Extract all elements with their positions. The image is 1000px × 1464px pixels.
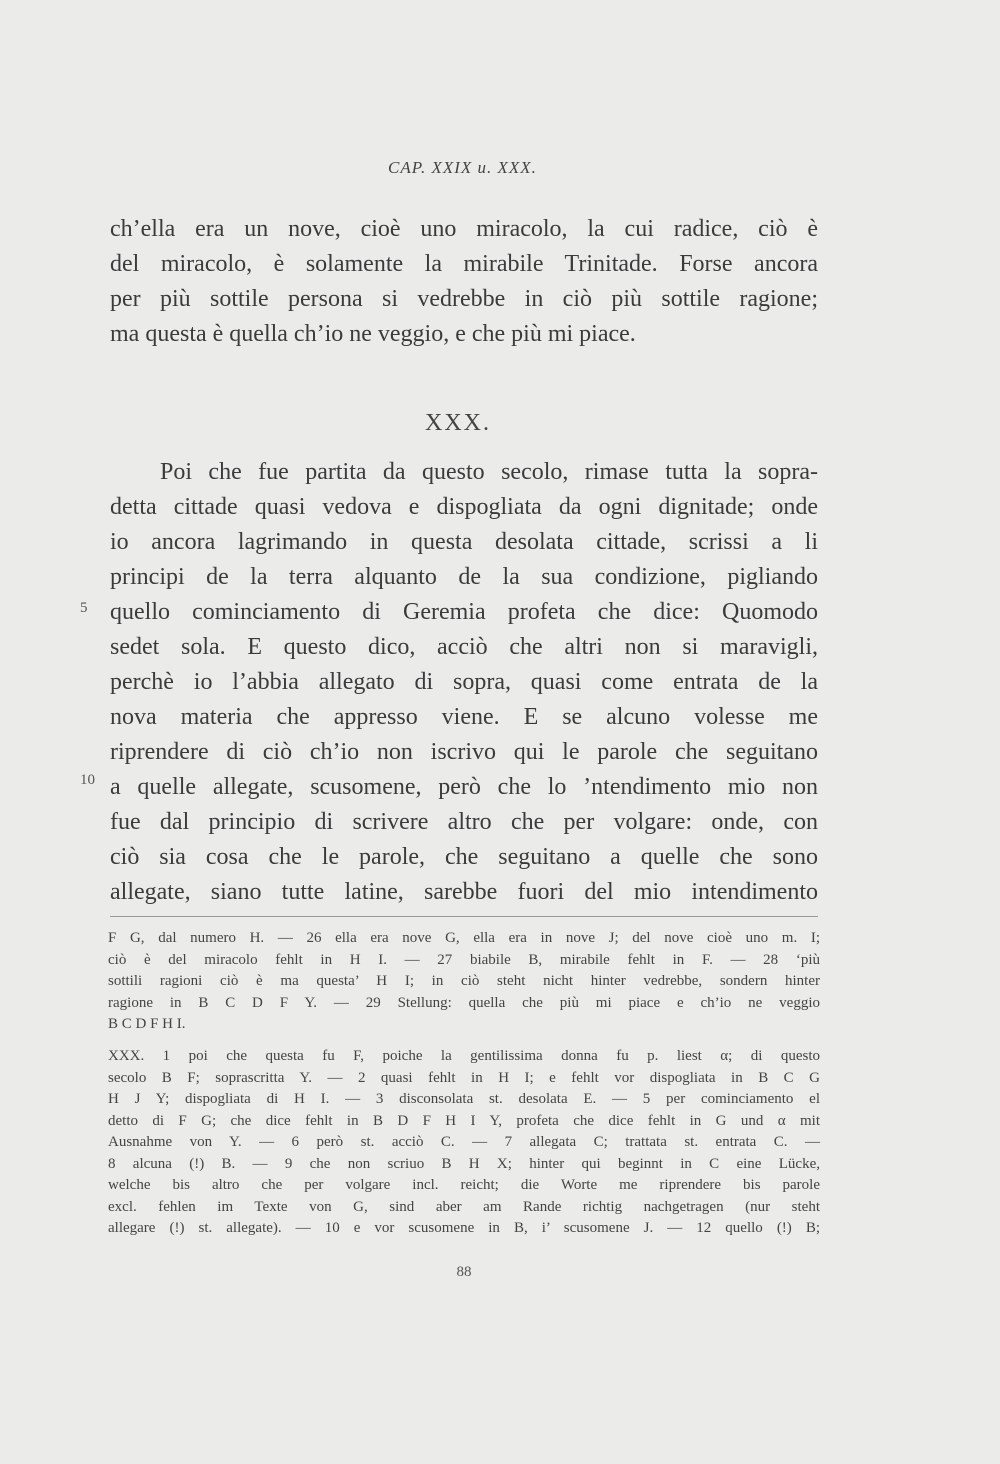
note-line: excl. fehlen im Texte von G, sind aber am Rande richtig nachgetragen (nur steht [108,1198,820,1215]
apparatus-notes-chapter-30 [108,1046,820,1240]
note-line: Ausnahme von Y. — 6 però st. acciò C. — 7 allegata C; trattata st. entrata C. — [108,1134,820,1150]
note-line: 8 alcuna (!) B. — 9 che non scriuo B H X; hinter qui beginnt in C eine Lücke, [108,1155,820,1172]
note-line: B C D F H I. [108,1016,186,1032]
paragraph-chapter-30 [110,455,818,910]
note-line: H J Y; dispogliata di H I. — 3 disconsolata st. desolata E. — 5 per cominciamento el [108,1091,820,1107]
text-line: principi de la terra alquanto de la sua condizione, pigliando [110,564,818,590]
text-line: riprendere di ciò ch’io non iscrivo qui le parole che seguitano [110,739,818,765]
note-line: sottili ragioni ciò è ma questa’ H I; in ciò steht nicht hinter vedrebbe, sondern hinter [108,973,820,989]
text-line: a quelle allegate, scusomene, però che lo ’ntendimento mio non [110,774,818,800]
line-number: 5 [80,600,88,616]
section-heading: XXX. [425,410,491,436]
running-header: CAP. XXIX u. XXX. [388,158,537,177]
text-line: io ancora lagrimando in questa desolata cittade, scrissi a li [110,529,818,555]
note-line: detto di F G; che dice fehlt in B D F H I Y, profeta che dice fehlt in G und α mit [108,1112,820,1129]
paragraph-chapter-29-end [110,212,818,352]
text-line: Poi che fue partita da questo secolo, rimase tutta la sopra- [160,459,818,485]
note-line: allegare (!) st. allegate). — 10 e vor scusomene in B, i’ scusomene J. — 12 quello (!) B; [108,1220,820,1236]
page-number: 88 [456,1264,472,1280]
text-line: fue dal principio di scrivere altro che per volgare: onde, con [110,809,818,835]
text-line: del miracolo, è solamente la mirabile Trinitade. Forse ancora [110,251,818,277]
apparatus-notes-chapter-29 [108,928,820,1036]
text-line: allegate, siano tutte latine, sarebbe fuori del mio intendimento [110,879,818,905]
note-line: ciò è del miracolo fehlt in H I. — 27 biabile B, mirabile fehlt in F. — 28 ‘più [108,951,820,968]
text-line: sedet sola. E questo dico, acciò che altri non si maravigli, [110,634,818,660]
text-line: ch’ella era un nove, cioè uno miracolo, la cui radice, ciò è [110,216,818,242]
text-line: quello cominciamento di Geremia profeta che dice: Quomodo [110,599,818,625]
text-line: per più sottile persona si vedrebbe in ciò più sottile ragione; [110,286,818,312]
footnote-divider [110,916,818,917]
note-line: XXX. 1 poi che questa fu F, poiche la gentilissima donna fu p. liest α; di questo [108,1048,820,1064]
text-line: ciò sia cosa che le parole, che seguitano a quelle che sono [110,844,818,870]
note-line: F G, dal numero H. — 26 ella era nove G, ella era in nove J; del nove cioè uno m. I; [108,930,820,946]
note-line: secolo B F; soprascritta Y. — 2 quasi fehlt in H I; e fehlt vor dispogliata in B C G [108,1069,820,1086]
note-line: ragione in B C D F Y. — 29 Stellung: quella che più mi piace e ch’io ne veggio [108,994,820,1011]
note-line: welche bis altro che per volgare incl. reicht; die Worte me riprendere bis parole [108,1177,820,1193]
text-line: ma questa è quella ch’io ne veggio, e che più mi piace. [110,321,636,347]
text-line: nova materia che appresso viene. E se alcuno volesse me [110,704,818,730]
text-line: detta cittade quasi vedova e dispogliata da ogni dignitade; onde [110,494,818,520]
line-number: 10 [80,772,95,788]
text-line: perchè io l’abbia allegato di sopra, quasi come entrata de la [110,669,818,695]
